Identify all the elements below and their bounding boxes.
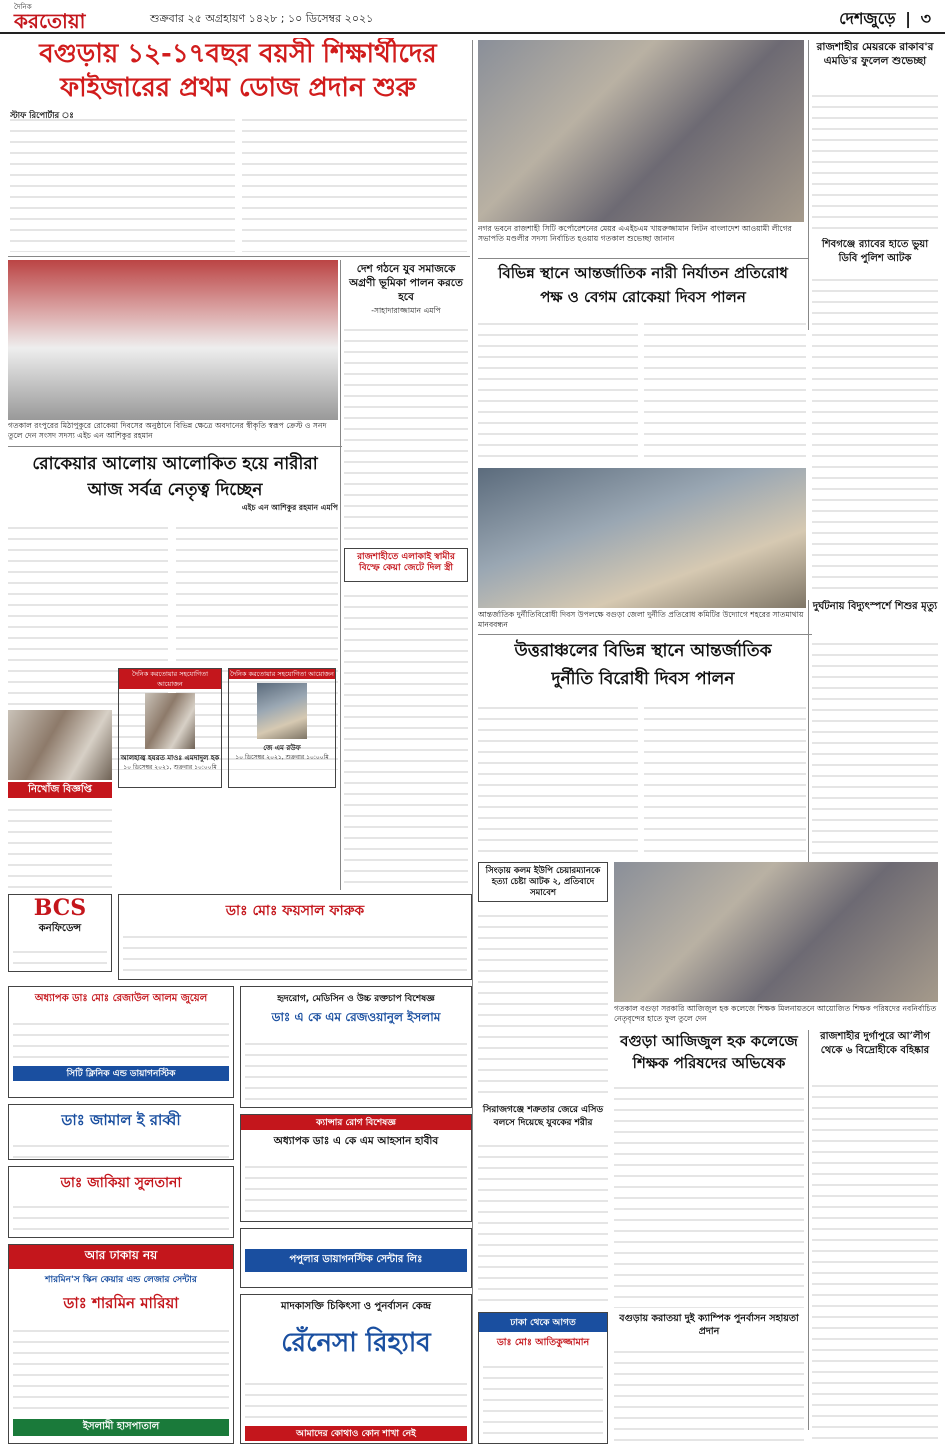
memorial-1-date: ১০ ডিসেম্বর ২০২১, শুক্রবার ১০:০০মি <box>123 764 217 771</box>
college-photo-caption: গতকাল বগুড়া সরকারি আজিজুল হক কলেজে শিক্ষক মিলনায়তনে আয়োজিত শিক্ষক পরিষদের নবনির্বাচিত নেতৃবৃন্দের হাতে ফুল তুলে দেন <box>614 1004 937 1023</box>
missing-notice-title: নিখোঁজ বিজ্ঞপ্তি <box>8 782 112 798</box>
lead-dateline: স্টাফ রিপোর্টার ঃ <box>10 110 74 120</box>
lead-headline-1: বগুড়ায় ১২-১৭বছর বয়সী শিক্ষার্থীদের <box>39 39 437 69</box>
newspaper-logo: করতোয়া <box>14 9 86 33</box>
aziz-headline-2: শিক্ষক পরিষদের অভিষেক <box>632 1054 786 1072</box>
rezwanul-ad <box>240 986 472 1108</box>
nari-headline-1: বিভিন্ন স্থানে আন্তর্জাতিক নারী নির্যাতন প্রতিরোধ <box>498 264 788 282</box>
atiq-ad <box>478 1312 608 1444</box>
rajshahi-mayor-photo <box>478 40 804 222</box>
durniti-body-col2 <box>644 698 806 858</box>
durghatna-body <box>812 634 938 898</box>
memorial-2-portrait <box>257 683 307 739</box>
nari-body-col2 <box>644 314 806 464</box>
singra-box <box>478 862 608 902</box>
lead-body-col2 <box>242 110 467 252</box>
sharmin-name: ডাঃ শারমিন মারিয়া <box>63 1294 179 1312</box>
missing-person-photo <box>8 710 112 780</box>
bcs-title: BCS <box>33 895 87 921</box>
singra-headline: সিংড়ায় কলম ইউপি চেয়ারম্যানকে হত্যা চেষ্টা আটক ২, প্রতিবাদে সমাবেশ <box>485 866 601 898</box>
shibganj-body <box>812 270 938 596</box>
durniti-photo <box>478 468 806 608</box>
atiq-name: ডাঃ মোঃ আতিকুজ্জামান <box>496 1337 590 1348</box>
rajshahi-mayor-caption: নগর ভবনে রাজশাহী সিটি কর্পোরেশনের মেয়র এএইচএম খায়রুজ্জামান লিটন বাংলাদেশ আওয়ামী লীগের সভাপতি মণ্ডলীর সদস্য নির্বাচিত হওয়ায় গতকাল শুভেচ্ছা জানান <box>478 224 792 243</box>
memorial-1-top: দৈনিক করতোয়ার সহযোগিতা আয়োজন <box>119 669 221 689</box>
ahsan-name: অধ্যাপক ডাঃ এ কে এম আহসান হাবীব <box>273 1135 439 1147</box>
renesa-name: রেঁনেসা রিহ্যাব <box>281 1328 431 1358</box>
city-clinic-name: সিটি ক্লিনিক এন্ড ডায়াগনস্টিক <box>13 1066 229 1081</box>
rezaul-name: অধ্যাপক ডাঃ মোঃ রেজাউল আলম জুয়েল <box>34 993 208 1004</box>
desh-gathane-headline: দেশ গঠনে যুব সমাজকে অগ্রণী ভূমিকা পালন করতে হবে <box>349 263 463 303</box>
desh-gathane-sub: -সাহাদারাজ্জামান এমপি <box>371 306 441 315</box>
rezwanul-name: ডাঃ এ কে এম রেজওয়ানুল ইসলাম <box>271 1010 441 1024</box>
jamal-name: ডাঃ জামাল ই রাব্বী <box>61 1111 181 1129</box>
aziz-headline-1: বগুড়া আজিজুল হক কলেজে <box>620 1032 798 1050</box>
populer-name: পপুলার ডায়াগনস্টিক সেন্টার লিঃ <box>245 1249 467 1272</box>
durniti-body-col1 <box>478 698 638 858</box>
singra-body <box>478 906 608 1102</box>
nari-body-col1 <box>478 314 638 464</box>
jamal-ad <box>8 1104 234 1160</box>
rezaul-ad <box>8 986 234 1098</box>
heart-specialist: হৃদরোগ, মেডিসিন ও উচ্চ রক্তচাপ বিশেষজ্ঞ <box>277 994 435 1004</box>
siraj-acid-body <box>478 1136 608 1308</box>
memorial-ad-2 <box>228 668 336 788</box>
cancer-specialist: ক্যান্সার রোগ বিশেষজ্ঞ <box>241 1115 471 1130</box>
faisal-name: ডাঃ মোঃ ফয়সাল ফারুক <box>225 903 365 919</box>
memorial-2-top: দৈনিক করতোয়ার সহযোগিতা আয়োজন <box>230 670 334 678</box>
bcs-ad <box>8 894 112 972</box>
renesa-top: মাদকাসক্তি চিকিৎসা ও পুনর্বাসন কেন্দ্র <box>281 1301 431 1312</box>
durniti-photo-caption: আন্তর্জাতিক দুর্নীতিবিরোধী দিবস উপলক্ষে বগুড়া জেলা দুর্নীতি প্রতিরোধ কমিটির উদ্যোগে শহরের সাতমাথায় মানববন্ধন <box>478 610 804 629</box>
rajshahi-top-body <box>812 86 938 236</box>
sharmin-clinic: শারমিন'স স্কিন কেয়ার এন্ড লেজার সেন্টার <box>45 1275 197 1285</box>
karatoya-body <box>614 1342 804 1446</box>
renesa-ad <box>240 1294 472 1444</box>
desh-gathane-body <box>344 320 468 540</box>
rokeya-byline: এইচ এন আশিকুর রহমান এমপি <box>241 503 338 512</box>
rokeya-photo-caption: গতকাল রংপুরের মিঠাপুকুরে রোকেয়া দিবসের অনুষ্ঠানে বিভিন্ন ক্ষেত্রে অবদানের স্বীকৃতি স্বরূপ ক্রেস্ট ও সনদ তুলে দেন সংসদ সদস্য এইচ এন আশিকুর রহমান <box>8 421 327 440</box>
rajshahi-swami-body <box>344 586 468 886</box>
masthead <box>0 0 945 34</box>
rokeya-headline-2: আজ সর্বত্র নেতৃত্ব দিচ্ছেন <box>87 480 263 500</box>
page-number: ৩ <box>920 9 931 28</box>
durgapur-headline: রাজশাহীর দুর্গাপুরে আ’লীগ থেকে ৬ বিদ্রোহীকে বহিষ্কার <box>820 1031 930 1056</box>
sharmin-ad <box>8 1244 234 1444</box>
rajshahi-swami-headline: রাজশাহীতে এলাকাই স্বামীর বিস্ফে কেয়া জেটে দিল স্ত্রী <box>357 552 455 573</box>
ahsan-ad <box>240 1114 472 1222</box>
memorial-1-name: আলহাজ্ব হযরত মাওঃ এমদাদুল হক <box>120 754 220 762</box>
jakia-name: ডাঃ জাকিয়া সুলতানা <box>60 1175 182 1191</box>
rajshahi-top-headline: রাজশাহীর মেয়রকে রাকাব'র এমডি'র ফুলেল শুভেচ্ছা <box>816 41 934 67</box>
memorial-2-date: ১০ ডিসেম্বর ২০২১, শুক্রবার ১০:০০মি <box>235 754 329 761</box>
faisal-ad <box>118 894 472 980</box>
section-label: দেশজুড়ে | ৩ <box>839 9 931 28</box>
rajshahi-swami-box <box>344 548 468 582</box>
nari-headline-2: পক্ষ ও বেগম রোকেয়া দিবস পালন <box>540 288 746 306</box>
rokeya-photo <box>8 260 338 420</box>
memorial-1-portrait <box>145 693 195 749</box>
islami-hospital: ইসলামী হাসপাতাল <box>13 1419 229 1436</box>
college-photo <box>614 862 938 1002</box>
karatoya-headline: বগুড়ায় করাতয়া দুই ক্যাম্পিক পুনর্বাসন সহায়তা প্রদান <box>619 1313 799 1337</box>
memorial-ad-1 <box>118 668 222 788</box>
aziz-body <box>614 1078 804 1308</box>
populer-ad <box>240 1228 472 1288</box>
memorial-2-name: জে এম রউফ <box>263 744 301 752</box>
lead-body-col1 <box>10 110 235 252</box>
dhaka-noy: আর ঢাকায় নয় <box>9 1245 233 1269</box>
jakia-ad <box>8 1166 234 1238</box>
bcs-sub: কনফিডেন্স <box>38 923 82 934</box>
durniti-headline-1: উত্তরাঞ্চলের বিভিন্ন স্থানে আন্তর্জাতিক <box>514 641 772 661</box>
dhaka-theke: ঢাকা থেকে আগত <box>479 1313 607 1332</box>
siraj-acid-headline: সিরাজগঞ্জে শক্রতার জেরে এসিড বলসে দিয়েছে যুবকের শরীর <box>482 1105 604 1128</box>
lead-headline-2: ফাইজারের প্রথম ডোজ প্রদান শুরু <box>60 73 416 103</box>
rokeya-headline-1: রোকেয়ার আলোয় আলোকিত হয়ে নারীরা <box>32 454 318 474</box>
durniti-headline-2: দুর্নীতি বিরোধী দিবস পালন <box>551 669 735 689</box>
section-name: দেশজুড়ে <box>839 9 896 28</box>
logo-prefix: দৈনিক <box>14 3 32 11</box>
shibganj-headline: শিবগঞ্জে র‍্যাবের হাতে ভুয়া ডিবি পুলিশ আটক <box>821 239 929 264</box>
missing-notice-body <box>8 800 112 890</box>
issue-date: শুক্রবার ২৫ অগ্রহায়ণ ১৪২৮ ; ১০ ডিসেম্বর ২০২১ <box>150 12 374 25</box>
renesa-sub: আমাদের কোথাও কোন শাখা নেই <box>245 1426 467 1441</box>
durghatna-headline: দুর্ঘটনায় বিদ্যুৎস্পর্শে শিশুর মৃত্যু <box>812 601 938 612</box>
durgapur-body <box>812 1076 938 1446</box>
